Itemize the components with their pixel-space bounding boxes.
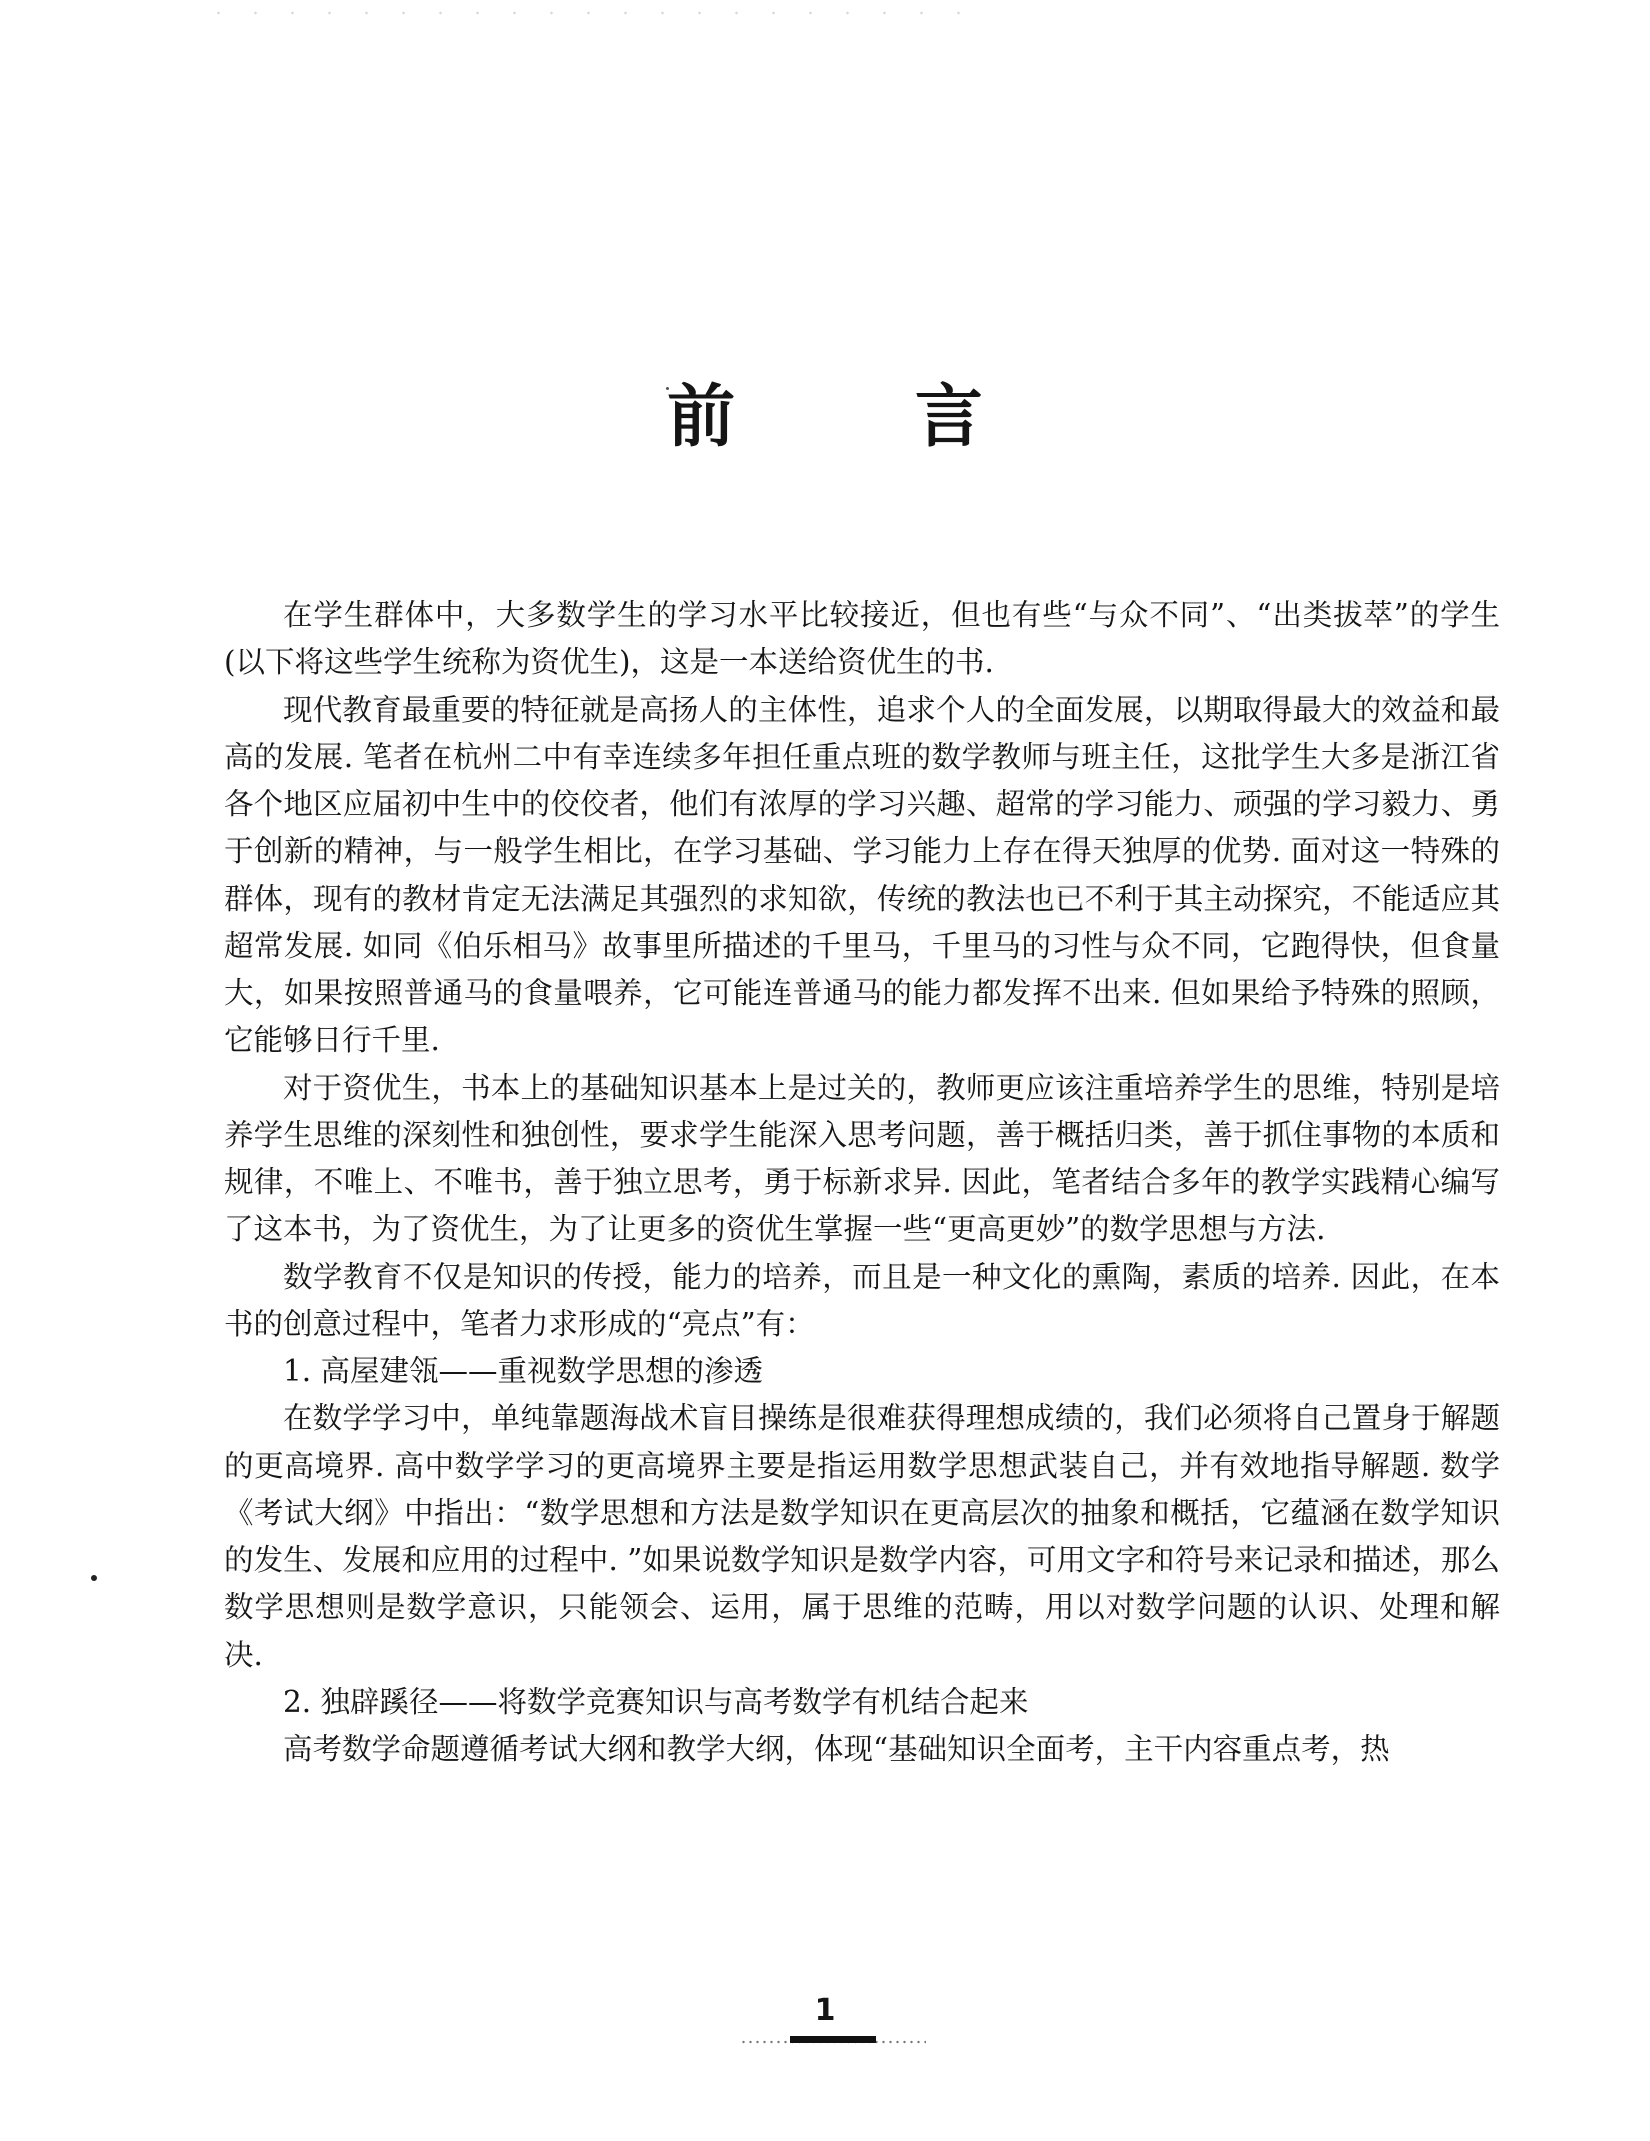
paragraph: 现代教育最重要的特征就是高扬人的主体性，追求个人的全面发展，以期取得最大的效益和最高的发展. 笔者在杭州二中有幸连续多年担任重点班的数学教师与班主任，这批学生大多是浙江省各个地区应届初中生中的佼佼者，他们有浓厚的学习兴趣、超常的学习能力、顽强的学习毅力、勇于创新的精神，与一般学生相比，在学习基础、学习能力上存在得天独厚的优势. 面对这一特殊的群体，现有的教材肯定无法满足其强烈的求知欲，传统的教法也已不利于其主动探究，不能适应其超常发展. 如同《伯乐相马》故事里所描述的千里马，千里马的习性与众不同，它跑得快，但食量大，如果按照普通马的食量喂养，它可能连普通马的能力都发挥不出来. 但如果给予特殊的照顾，它能够日行千里. <box>224 692 1500 1058</box>
scan-mark <box>91 1575 97 1581</box>
page-number: 1 <box>814 1993 836 2028</box>
section-heading: 2. 独辟蹊径——将数学竞赛知识与高考数学有机结合起来 <box>283 1684 1029 1719</box>
section-heading: 1. 高屋建瓴——重视数学思想的渗透 <box>283 1354 764 1388</box>
paragraph: 高考数学命题遵循考试大纲和教学大纲，体现“基础知识全面考，主干内容重点考，热 <box>283 1732 1390 1766</box>
paragraph: 在数学学习中，单纯靠题海战术盲目操练是很难获得理想成绩的，我们必须将自己置身于解题的更高境界. 高中数学学习的更高境界主要是指运用数学思想武装自己，并有效地指导解题. 数学《考试大纲》中指出：“数学思想和方法是数学知识在更高层次的抽象和概括，它蕴涵在数学知识的发生、发展和应用的过程中. ”如果说数学知识是数学内容，可用文字和符号来记录和描述，那么数学思想则是数学意识，只能领会、运用，属于思维的范畴，用以对数学问题的认识、处理和解决. <box>224 1401 1500 1672</box>
footer-rule <box>790 2036 876 2043</box>
paragraph: 对于资优生，书本上的基础知识基本上是过关的，教师更应该注重培养学生的思维，特别是培养学生思维的深刻性和独创性，要求学生能深入思考问题，善于概括归类，善于抓住事物的本质和规律，不唯上、不唯书，善于独立思考，勇于标新求异. 因此，笔者结合多年的教学实践精心编写了这本书，为了资优生，为了让更多的资优生掌握一些“更高更妙”的数学思想与方法. <box>224 1070 1500 1247</box>
paragraph: 数学教育不仅是知识的传授，能力的培养，而且是一种文化的熏陶，素质的培养. 因此，在本书的创意过程中，笔者力求形成的“亮点”有： <box>224 1259 1500 1341</box>
body-text <box>224 592 1500 1773</box>
paragraph: 在学生群体中，大多数学生的学习水平比较接近，但也有些“与众不同”、“出类拔萃”的学生(以下将这些学生统称为资优生)，这是一本送给资优生的书. <box>224 598 1500 680</box>
scan-artifact-top <box>200 8 980 18</box>
page-title: 前 言 <box>667 378 1061 457</box>
